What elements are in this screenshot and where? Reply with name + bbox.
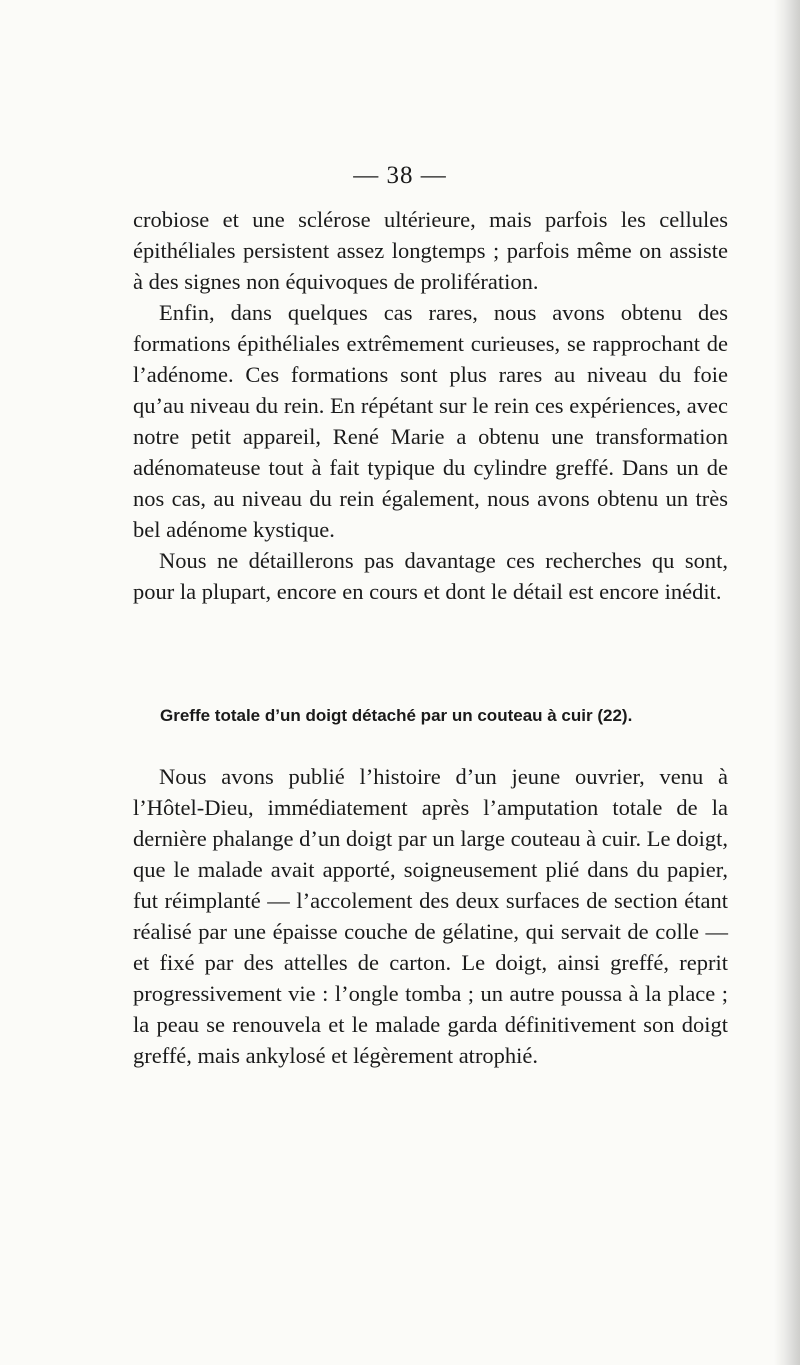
section-heading: Greffe totale d’un doigt détaché par un couteau à cuir (22). xyxy=(160,706,633,725)
body-text-top xyxy=(133,204,728,607)
paragraph-adenome: Enfin, dans quelques cas rares, nous avons obtenu des formations épithéliales extrêmement curieuses, se rapprochant de l’adénome. Ces formations sont plus rares au niveau du foie qu’au niveau du rein. En répétant sur le rein ces expériences, avec notre petit appareil, René Marie a obtenu une transformation adénomateuse tout à fait typique du cylindre greffé. Dans un de nos cas, au niveau du rein également, nous avons obtenu un très bel adénome kystique. xyxy=(133,300,728,542)
paragraph-continued: crobiose et une sclérose ultérieure, mais parfois les cellules épithéliales persistent assez longtemps ; parfois même on assiste à des signes non équivoques de prolifération. xyxy=(133,207,728,294)
paragraph-greffe-doigt: Nous avons publié l’histoire d’un jeune ouvrier, venu à l’Hôtel-Dieu, immédiatement après l’amputation totale de la dernière phalange d’un doigt par un large couteau à cuir. Le doigt, que le malade avait apporté, soigneusement plié dans du papier, fut réimplanté — l’accolement des deux surfaces de section étant réalisé par une épaisse couche de gélatine, qui servait de colle — et fixé par des attelles de carton. Le doigt, ainsi greffé, reprit progressivement vie : l’ongle tomba ; un autre poussa à la place ; la peau se renouvela et le malade garda définitivement son doigt greffé, mais ankylosé et légèrement atrophié. xyxy=(133,764,728,1068)
body-text-bottom xyxy=(133,761,728,1071)
paragraph-recherches: Nous ne détaillerons pas davantage ces recherches qu sont, pour la plupart, encore en cours et dont le détail est encore inédit. xyxy=(133,548,728,604)
page-edge-shadow xyxy=(774,0,800,1365)
page-number: — 38 — xyxy=(353,162,447,189)
